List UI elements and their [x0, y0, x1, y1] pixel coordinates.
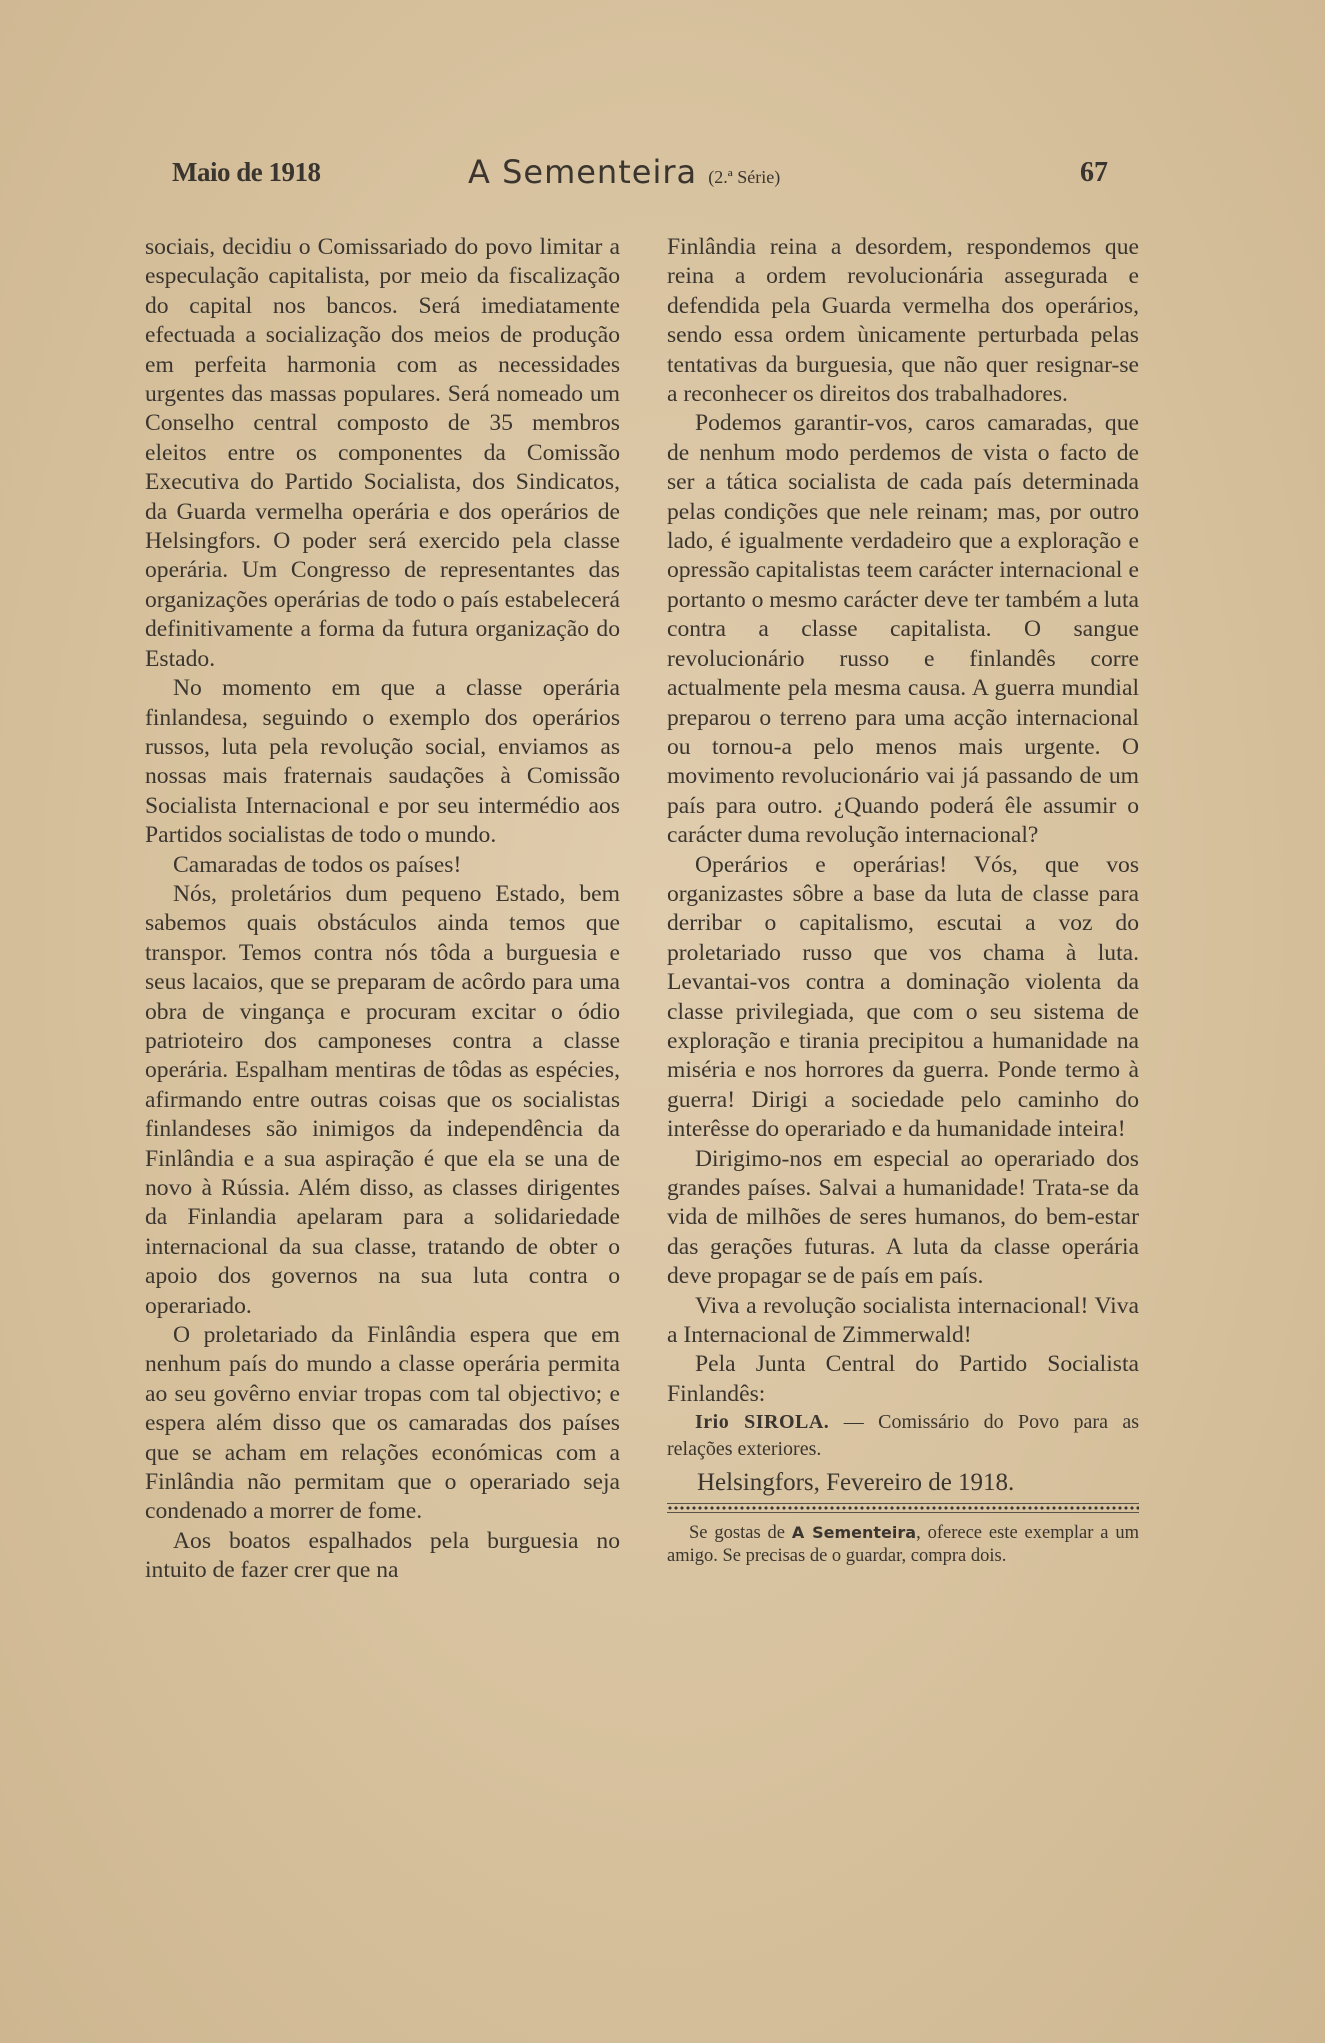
paragraph: O proletariado da Finlândia espera que em nenhum país do mundo a classe operária permita ao seu govêrno enviar tropas com tal objectivo; e espera além disso que os camaradas dos países que se acham em relações económicas com a Finlândia não permitam que o operariado seja condenado a morrer de fome.	[145, 1322, 620, 1525]
publication-title	[468, 153, 780, 191]
paragraph: Podemos garantir-vos, caros camaradas, que de nenhum modo perdemos de vista o facto de ser a tática socialista de cada país determinada pelas condições que nele reinam; mas, por outro lado, é igualmente verdadeiro que a exploração e opressão capitalistas teem carácter internacional e portanto o mesmo carácter deve ter também a luta contra a classe capitalista. O sangue revolucionário russo e finlandês corre actualmente pela mesma causa. A guerra mundial preparou o terreno para uma acção internacional ou tornou-a pelo menos mais urgente. O movimento revolucionário vai já passando de um país para outro. ¿Quando poderá êle assumir o carácter duma revolução internacional?	[667, 410, 1139, 849]
right-column	[667, 233, 1139, 1568]
title-text: A Sementeira	[468, 153, 698, 191]
note-brand: A Sementeira	[791, 1523, 917, 1543]
paragraph: Operários e operárias! Vós, que vos organizastes sôbre a base da luta de classe para derribar o capitalismo, escutai a voz do proletariado russo que vos chama à luta. Levantai-vos contra a dominação violenta da classe privilegiada, que com o seu sistema de exploração e tirania precipitou a humanidade na miséria e nos horrores da guerra. Ponde termo à guerra! Dirigi a sociedade pelo caminho do interêsse do operariado e da humanidade inteira!	[667, 851, 1139, 1143]
paragraph: Aos boatos espalhados pela burguesia no intuito de fazer crer que na	[145, 1527, 620, 1584]
series-label: (2.ª Série)	[708, 167, 781, 187]
signatory-role: — Comissário do Povo para as relações exteriores.	[667, 1411, 1140, 1461]
paragraph: Camaradas de todos os países!	[173, 851, 462, 878]
note-after: , oferece este exemplar a um amigo. Se precisas de o guardar, compra dois.	[667, 1523, 1140, 1567]
paragraph: Viva a revolução socialista internacional! Viva a Internacional de Zimmerwald!	[667, 1292, 1139, 1349]
ornamental-divider	[667, 1503, 1139, 1513]
page-header	[172, 153, 1108, 193]
left-column	[145, 233, 620, 1586]
signatory-name: Irio SIROLA.	[695, 1411, 830, 1434]
paragraph: Nós, proletários dum pequeno Estado, bem sabemos quais obstáculos ainda temos que transpor. Temos contra nós tôda a burguesia e seus lacaios, que se preparam de acôrdo para uma obra de vingança e procuram excitar o ódio patrioteiro dos camponeses contra a classe operária. Espalham mentiras de tôdas as espécies, afirmando entre outras coisas que os socialistas finlandeses são inimigos da independência da Finlândia e a sua aspiração é que ela se una de novo à Rússia. Além disso, as classes dirigentes da Finlandia apelaram para a solidariedade internacional da sua classe, tratando de obter o apoio dos governos na sua luta contra o operariado.	[145, 880, 620, 1319]
paragraph: sociais, decidiu o Comissariado do povo limitar a especulação capitalista, por meio da fiscalização do capital nos bancos. Será imediatamente efectuada a socialização dos meios de produção em perfeita harmonia com as necessidades urgentes das massas populares. Será nomeado um Conselho central composto de 35 membros eleitos entre os componentes da Comissão Executiva do Partido Socialista, dos Sindicatos, da Guarda vermelha operária e dos operários de Helsingfors. O poder será exercido pela classe operária. Um Congresso de representantes das organizações operárias de todo o país estabelecerá definitivamente a forma da futura organização do Estado.	[145, 234, 620, 672]
paragraph: Pela Junta Central do Partido Socialista Finlandês:	[667, 1351, 1139, 1407]
paragraph: Finlândia reina a desordem, respondemos que reina a ordem revolucionária assegurada e defendida pela Guarda vermelha dos operários, sendo essa ordem ùnicamente perturbada pelas tentativas da burguesia, que não quer resignar-se a reconhecer os direitos dos trabalhadores.	[667, 234, 1139, 408]
paragraph: No momento em que a classe operária finlandesa, seguindo o exemplo dos operários russos, luta pela revolução social, enviamos as nossas mais fraternais saudações à Comissão Socialista Internacional e por seu intermédio aos Partidos socialistas de todo o mundo.	[145, 675, 620, 849]
issue-date: Maio de 1918	[172, 157, 321, 187]
note-before: Se gostas de	[689, 1523, 792, 1544]
place-date: Helsingfors, Fevereiro de 1918.	[697, 1469, 1015, 1497]
footer-note	[667, 1521, 1139, 1568]
page-number: 67	[1080, 157, 1108, 188]
paragraph: Dirigimo-nos em especial ao operariado dos grandes países. Salvai a humanidade! Trata-se da vida de milhões de seres humanos, do bem-estar das gerações futuras. A luta da classe operária deve propagar se de país em país.	[667, 1145, 1139, 1290]
signature	[667, 1409, 1139, 1463]
